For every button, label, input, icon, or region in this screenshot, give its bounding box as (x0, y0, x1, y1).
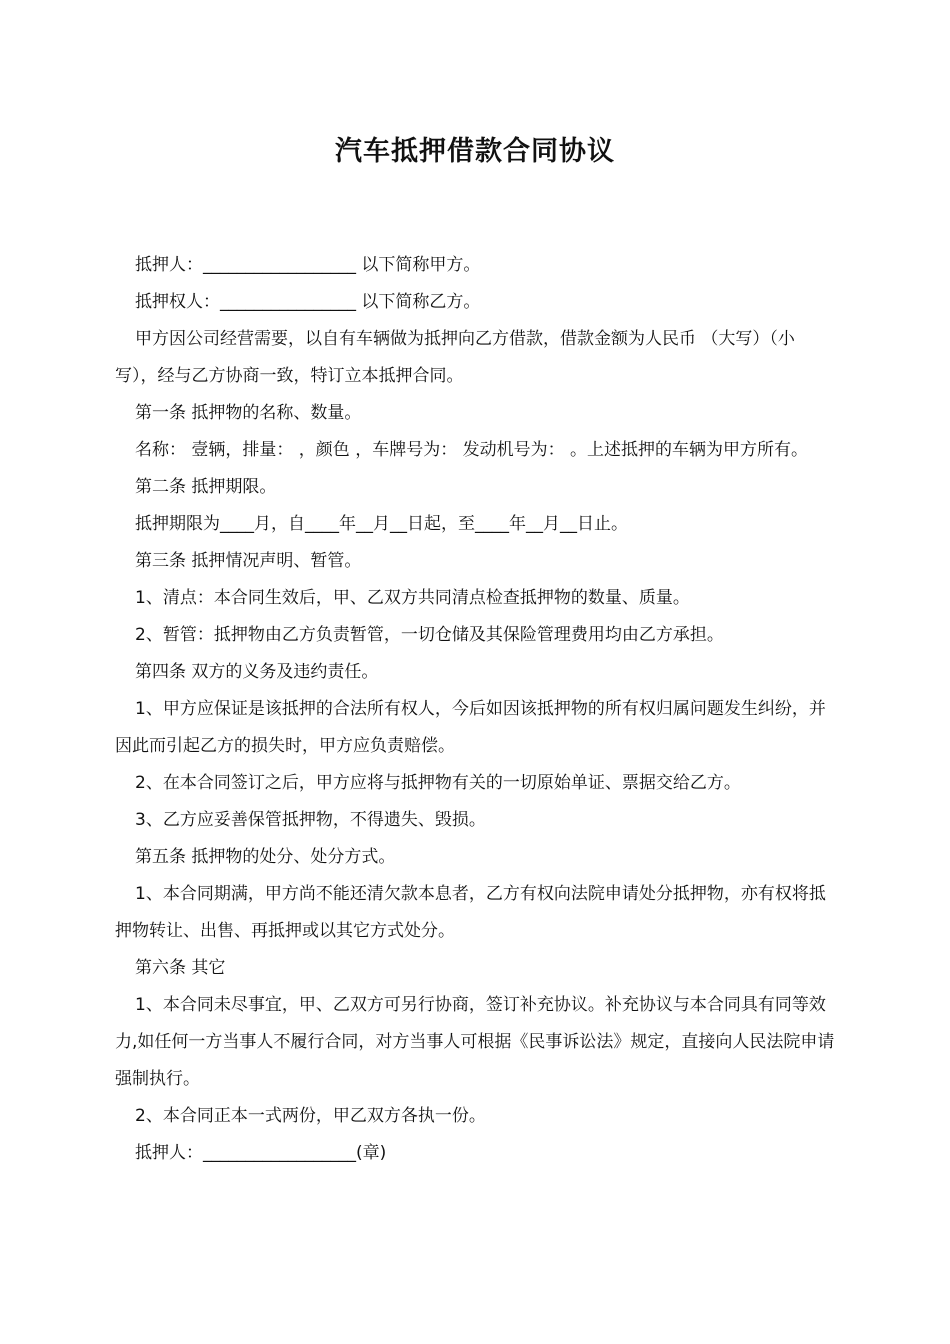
signature-line: 抵押人：__________________(章) (135, 1143, 387, 1163)
document-title: 汽车抵押借款合同协议 (335, 136, 615, 167)
article-5-heading: 第五条 抵押物的处分、处分方式。 (135, 847, 396, 867)
paragraph-mortgagor: 抵押人：__________________ 以下简称甲方。 (135, 255, 481, 275)
article-1-content: 名称： 壹辆，排量： ，颜色 ，车牌号为： 发动机号为： 。上述抵押的车辆为甲方所有。 (135, 440, 809, 460)
article-1-heading: 第一条 抵押物的名称、数量。 (135, 403, 362, 423)
document-body (115, 247, 835, 1172)
article-3-item-2: 2、暂管：抵押物由乙方负责暂管，一切仓储及其保险管理费用均由乙方承担。 (135, 625, 724, 645)
article-2-content: 抵押期限为____月，自____年__月__日起，至____年__月__日止。 (135, 514, 628, 534)
article-6-item-1: 1、本合同未尽事宜，甲、乙双方可另行协商，签订补充协议。补充协议与本合同具有同等效力,如任何一方当事人不履行合同，对方当事人可根据《民事诉讼法》规定，直接向人民法院申请强制执行。 (115, 995, 835, 1089)
article-2-heading: 第二条 抵押期限。 (135, 477, 277, 497)
article-4-item-3: 3、乙方应妥善保管抵押物，不得遗失、毁损。 (135, 810, 486, 830)
article-4-item-2: 2、在本合同签订之后，甲方应将与抵押物有关的一切原始单证、票据交给乙方。 (135, 773, 741, 793)
paragraph-mortgagee: 抵押权人：________________ 以下简称乙方。 (135, 292, 481, 312)
article-4-heading: 第四条 双方的义务及违约责任。 (135, 662, 379, 682)
article-5-item-1: 1、本合同期满，甲方尚不能还清欠款本息者，乙方有权向法院申请处分抵押物，亦有权将抵押物转让、出售、再抵押或以其它方式处分。 (115, 884, 826, 941)
article-3-heading: 第三条 抵押情况声明、暂管。 (135, 551, 362, 571)
article-3-item-1: 1、清点：本合同生效后，甲、乙双方共同清点检查抵押物的数量、质量。 (135, 588, 690, 608)
article-6-item-2: 2、本合同正本一式两份，甲乙双方各执一份。 (135, 1106, 486, 1126)
paragraph-intro: 甲方因公司经营需要，以自有车辆做为抵押向乙方借款，借款金额为人民币 （大写）（小写），经与乙方协商一致，特订立本抵押合同。 (115, 329, 795, 386)
article-4-item-1: 1、甲方应保证是该抵押的合法所有权人，今后如因该抵押物的所有权归属问题发生纠纷，并因此而引起乙方的损失时，甲方应负责赔偿。 (115, 699, 826, 756)
article-6-heading: 第六条 其它 (135, 958, 226, 978)
